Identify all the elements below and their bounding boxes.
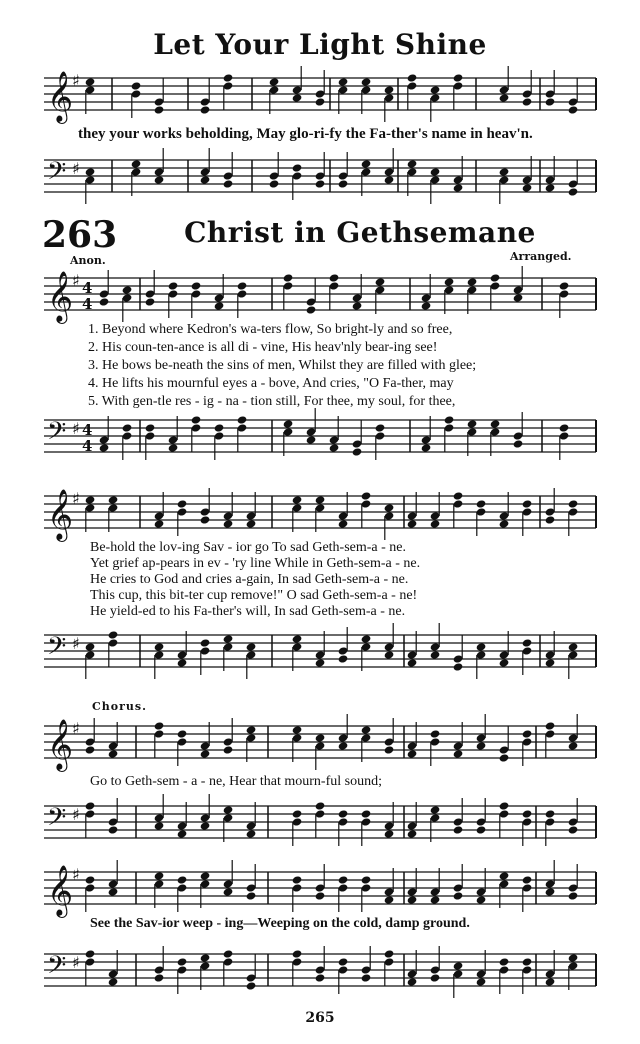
svg-text:𝄢: 𝄢 — [47, 803, 67, 838]
verse5-line2: He yield-ed to his Fa-ther's will, In sad Geth-sem-a - ne. — [90, 604, 406, 619]
chorus-treble-staff-1 — [0, 716, 640, 776]
system2-bass-staff — [0, 625, 640, 685]
chorus-label: Chorus. — [92, 700, 147, 713]
svg-text:♯: ♯ — [72, 805, 80, 824]
svg-text:♯: ♯ — [72, 953, 80, 972]
verse2-line2: Yet grief ap-pears in ev - 'ry line While in Geth-sem-a - ne. — [90, 556, 421, 571]
svg-text:4: 4 — [82, 279, 93, 297]
svg-text:♯: ♯ — [72, 719, 80, 738]
svg-text:♯: ♯ — [72, 71, 80, 90]
svg-text:𝄞: 𝄞 — [47, 489, 74, 540]
verse4-line1: 4. He lifts his mournful eyes a - bove, And cries, "O Fa-ther, may — [88, 376, 454, 391]
svg-text:♯: ♯ — [72, 271, 80, 290]
verse3-line2: He cries to God and cries a-gain, In sad Geth-sem-a - ne. — [90, 572, 409, 587]
hymn-title: Christ in Gethsemane — [184, 216, 536, 249]
svg-text:𝄢: 𝄢 — [47, 951, 67, 986]
svg-text:♯: ♯ — [72, 865, 80, 884]
svg-text:𝄢: 𝄢 — [47, 417, 67, 452]
svg-text:4: 4 — [82, 437, 93, 455]
chorus-treble-staff-2 — [0, 862, 640, 922]
svg-text:♯: ♯ — [72, 419, 80, 438]
prev-treble-staff — [0, 68, 640, 128]
system1-bass-staff — [0, 410, 640, 470]
svg-text:𝄞: 𝄞 — [47, 719, 74, 770]
svg-text:𝄢: 𝄢 — [47, 632, 67, 667]
svg-text:♯: ♯ — [72, 489, 80, 508]
prev-bass-staff — [0, 150, 640, 210]
verse2-line1: 2. His coun-ten-ance is all di - vine, His heav'nly bear-ing see! — [88, 340, 438, 355]
svg-text:𝄞: 𝄞 — [47, 271, 74, 322]
svg-text:𝄢: 𝄢 — [47, 157, 67, 192]
svg-text:4: 4 — [82, 421, 93, 439]
svg-text:♯: ♯ — [72, 159, 80, 178]
page-number: 265 — [305, 1010, 335, 1026]
hymn-arranger: Arranged. — [510, 250, 572, 263]
chorus-bass-staff-1 — [0, 796, 640, 856]
chorus-line1: Go to Geth-sem - a - ne, Hear that mourn-ful sound; — [90, 774, 382, 789]
verse4-line2: This cup, this bit-ter cup remove!" O sad Geth-sem-a - ne! — [90, 588, 418, 603]
svg-text:𝄞: 𝄞 — [47, 71, 74, 122]
svg-text:♯: ♯ — [72, 634, 80, 653]
prev-hymn-title: Let Your Light Shine — [153, 28, 487, 61]
chorus-line2: See the Sav-ior weep - ing—Weeping on the cold, damp ground. — [90, 916, 470, 931]
verse3-line1: 3. He bows be-neath the sins of men, Whilst they are filled with glee; — [88, 358, 477, 373]
verse5-line1: 5. With gen-tle res - ig - na - tion still, For thee, my soul, for thee, — [88, 394, 456, 409]
svg-text:4: 4 — [82, 295, 93, 313]
chorus-bass-staff-2 — [0, 944, 640, 1004]
system1-treble-staff — [0, 268, 640, 328]
hymn-number: 263 — [42, 214, 118, 256]
verse1-line1: 1. Beyond where Kedron's wa-ters flow, So bright-ly and so free, — [88, 322, 453, 337]
svg-text:𝄞: 𝄞 — [47, 865, 74, 916]
prev-hymn-lyric: they your works beholding, May glo-ri-fy the Fa-ther's name in heav'n. — [78, 126, 533, 142]
system2-treble-staff — [0, 486, 640, 546]
verse1-line2: Be-hold the lov-ing Sav - ior go To sad Geth-sem-a - ne. — [90, 540, 407, 555]
hymn-author: Anon. — [70, 254, 106, 267]
